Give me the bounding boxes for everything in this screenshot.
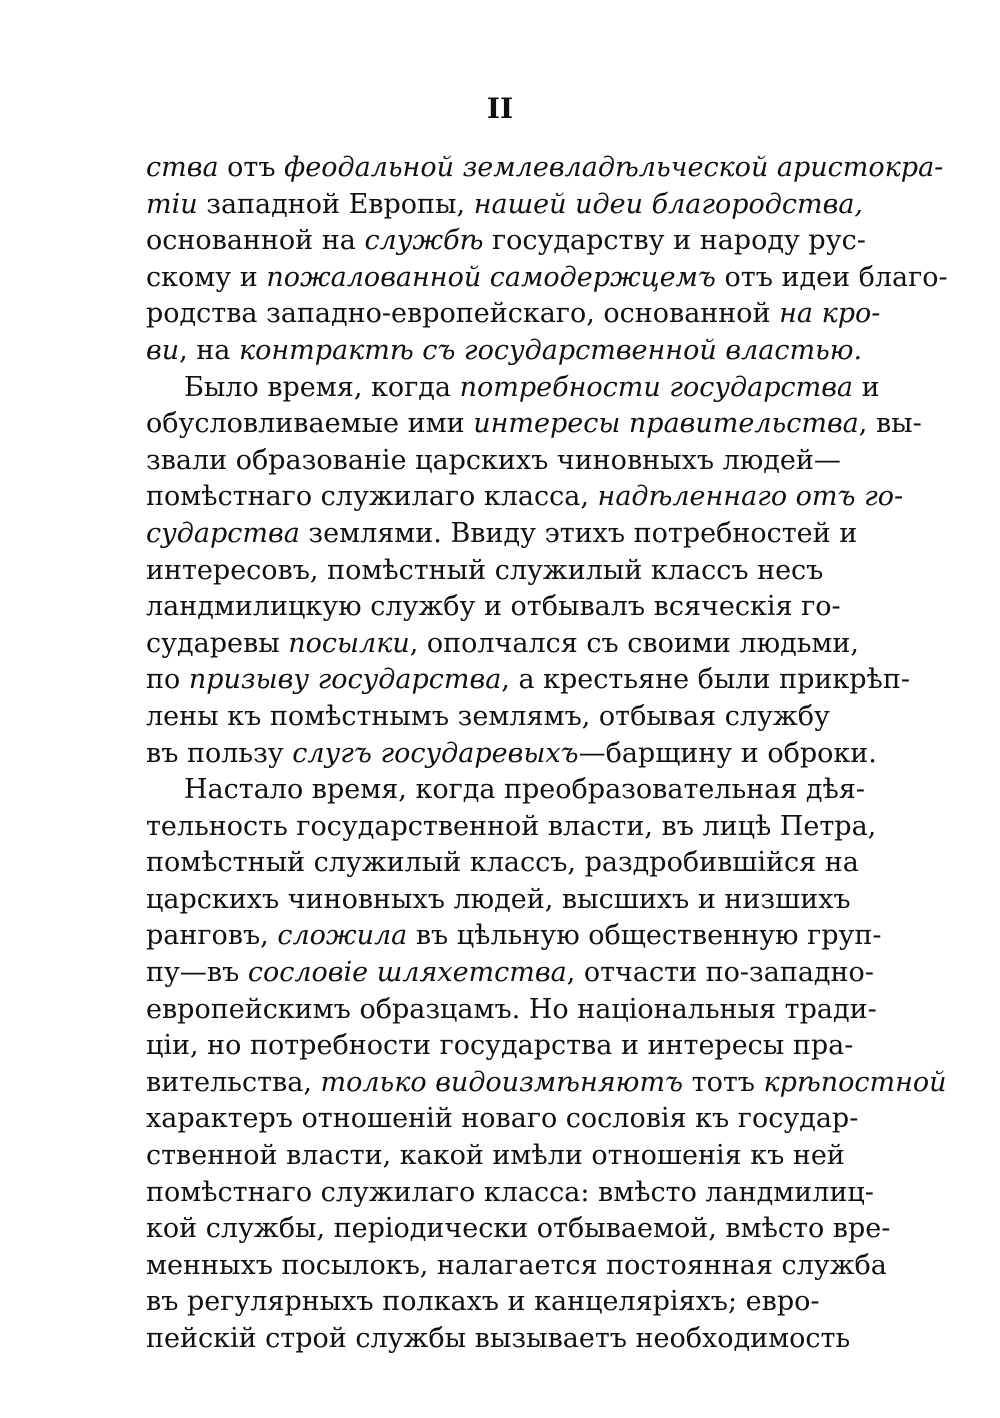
text-line: [146, 1284, 820, 1321]
text-line: [146, 845, 859, 882]
text-line: [146, 1101, 859, 1138]
text-run: по: [146, 664, 189, 696]
text-run: помѣстный служилый классъ, раздробившійся на: [146, 847, 859, 879]
text-line: [146, 516, 858, 553]
text-line: [146, 406, 922, 443]
text-line: [146, 1138, 845, 1175]
text-line: [146, 296, 881, 333]
italic-text: нашей идеи благородства,: [473, 188, 864, 220]
text-run: пу—въ: [146, 957, 248, 989]
text-line: [146, 736, 877, 773]
text-run: , на: [179, 334, 239, 366]
text-run: тотъ: [683, 1066, 764, 1098]
text-line: [146, 443, 841, 480]
text-line: [146, 553, 824, 590]
text-run: землями. Ввиду этихъ потребностей и: [299, 517, 858, 549]
italic-text: тіи: [146, 188, 198, 220]
text-run: европейскимъ образцамъ. Но національныя тради-: [146, 993, 877, 1025]
text-run: и: [853, 371, 880, 403]
text-run: ландмилицкую службу и отбывалъ всяческія го-: [146, 591, 841, 623]
text-line: [146, 918, 882, 955]
text-line: [146, 1211, 891, 1248]
text-run: западной Европы,: [197, 188, 474, 220]
text-line: [146, 882, 851, 919]
text-line: [146, 955, 874, 992]
text-run: кой службы, періодически отбываемой, вмѣсто вре-: [146, 1213, 891, 1245]
text-run: скому и: [146, 261, 267, 293]
italic-text: потребности государства: [459, 371, 854, 403]
text-run: —барщину и оброки.: [578, 737, 877, 769]
italic-text: ства: [146, 152, 219, 183]
text-run: пейскій строй службы вызываетъ необходимость: [146, 1323, 851, 1354]
text-run: , вы-: [858, 408, 922, 440]
text-run: ственной власти, какой имѣли отношенія къ ней: [146, 1140, 845, 1172]
text-run: помѣстнаго служилаго класса: вмѣсто ландмилиц-: [146, 1176, 874, 1208]
italic-text: сложила: [277, 920, 408, 952]
text-run: отъ: [218, 152, 285, 183]
text-run: Настало время, когда преобразовательная дѣя-: [184, 774, 865, 806]
text-line: [146, 223, 866, 260]
text-run: звали образованіе царскихъ чиновныхъ людей—: [146, 444, 841, 476]
italic-text: посылки: [288, 627, 410, 659]
page-number: II: [486, 92, 514, 125]
italic-text: слугъ государевыхъ: [292, 737, 579, 769]
italic-text: сударства: [146, 517, 300, 549]
text-run: ціи, но потребности государства и интересы пра-: [146, 1030, 854, 1062]
text-run: помѣстнаго служилаго класса,: [146, 481, 598, 513]
text-line: [146, 479, 904, 516]
italic-text: крѣпостной: [763, 1066, 947, 1098]
text-run: родства западно-европейскаго, основанной: [146, 298, 780, 330]
text-line: [146, 699, 830, 736]
text-line: [146, 1321, 851, 1358]
text-line: [146, 1175, 874, 1212]
italic-text: службѣ: [364, 225, 484, 257]
text-run: , ополчался съ своими людьми,: [409, 627, 859, 659]
text-line: [146, 662, 910, 699]
italic-text: контрактѣ съ государственной властью.: [238, 334, 863, 366]
italic-text: ви: [146, 334, 180, 366]
text-run: , отчасти по-западно-: [566, 957, 874, 989]
text-run: менныхъ посылокъ, налагается постоянная служба: [146, 1249, 887, 1281]
text-run: отъ идеи благо-: [715, 261, 948, 293]
text-run: лены къ помѣстнымъ землямъ, отбывая службу: [146, 700, 830, 732]
text-run: Было время, когда: [184, 371, 460, 403]
italic-text: пожалованной самодержцемъ: [266, 261, 716, 293]
text-run: ранговъ,: [146, 920, 278, 952]
text-line: [146, 1028, 854, 1065]
text-run: интересовъ, помѣстный служилый классъ несъ: [146, 554, 824, 586]
text-line: [146, 626, 859, 663]
text-line: [146, 589, 841, 626]
text-line: [146, 992, 877, 1029]
text-line: [146, 150, 944, 187]
text-run: въ цѣльную общественную груп-: [407, 920, 882, 952]
text-run: вительства,: [146, 1066, 321, 1098]
text-run: , а крестьяне были прикрѣп-: [501, 664, 910, 696]
text-run: обусловливаемые ими: [146, 408, 474, 440]
italic-text: интересы правительства: [473, 408, 859, 440]
text-line: [146, 333, 863, 370]
text-run: государству и народу рус-: [483, 225, 866, 257]
italic-text: сословіе шляхетства: [247, 957, 567, 989]
text-run: основанной на: [146, 225, 365, 257]
italic-text: призыву государства: [188, 664, 502, 696]
text-line: [146, 1248, 887, 1285]
text-line: [146, 260, 948, 297]
italic-text: на кро-: [779, 298, 881, 330]
italic-text: только видоизмѣняютъ: [320, 1066, 684, 1098]
text-run: характеръ отношеній новаго сословія къ государ-: [146, 1103, 859, 1135]
text-line: [146, 187, 864, 224]
text-run: въ пользу: [146, 737, 293, 769]
text-line: [146, 370, 880, 407]
italic-text: надѣленнаго отъ го-: [597, 481, 904, 513]
text-run: царскихъ чиновныхъ людей, высшихъ и низшихъ: [146, 883, 851, 915]
text-run: сударевы: [146, 627, 289, 659]
text-run: въ регулярныхъ полкахъ и канцеляріяхъ; евро-: [146, 1286, 820, 1318]
text-line: [146, 772, 865, 809]
text-run: тельность государственной власти, въ лицѣ Петра,: [146, 810, 877, 842]
text-line: [146, 1065, 947, 1102]
text-line: [146, 809, 877, 846]
body-text: [146, 150, 948, 1358]
italic-text: феодальной землевладѣльческой аристокра-: [284, 152, 944, 183]
